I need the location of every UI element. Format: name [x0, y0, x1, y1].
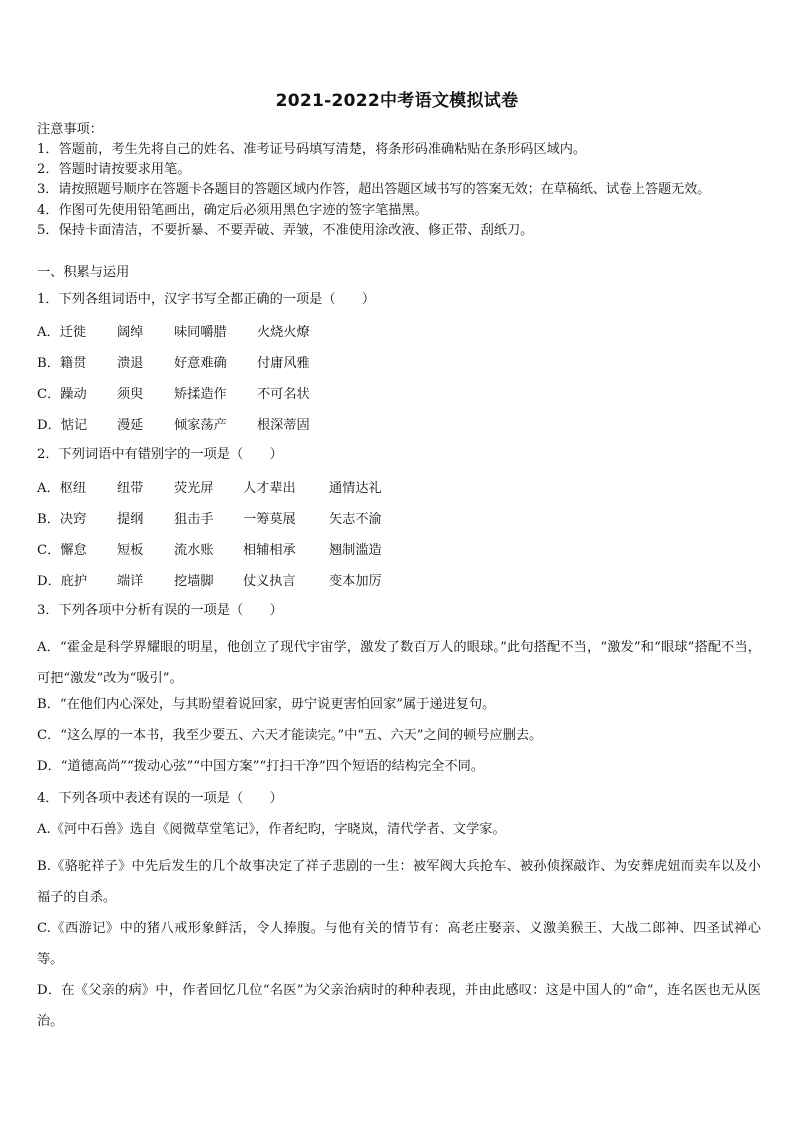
option-word: 荧光屏: [174, 481, 214, 496]
option-word: C．懈怠: [37, 543, 87, 558]
option-word: C．躁动: [37, 387, 87, 402]
option-word: 通情达礼: [329, 481, 382, 496]
option-word: A．枢纽: [37, 481, 87, 496]
option-word: 端详: [117, 574, 144, 589]
question-3-option-d: D．“道德高尚”“拨动心弦”“中国方案”“打扫干净”四个短语的结构完全不同。: [37, 759, 484, 774]
option-word: 提纲: [117, 512, 144, 527]
notice-heading: 注意事项：: [37, 122, 103, 137]
question-3-stem: 3．下列各项中分析有误的一项是（ ）: [37, 603, 283, 618]
option-word: B．决窍: [37, 512, 87, 527]
option-word: 矢志不渝: [329, 512, 382, 527]
option-word: 须臾: [117, 387, 144, 402]
option-word: 人才辈出: [243, 481, 296, 496]
question-3-option-b: B．“在他们内心深处，与其盼望着说回家，毋宁说更害怕回家”属于递进复句。: [37, 697, 496, 712]
option-word: 火烧火燎: [257, 325, 310, 340]
option-word: D．庇护: [37, 574, 88, 589]
option-word: 阔绰: [117, 325, 144, 340]
option-word: 相辅相承: [243, 543, 296, 558]
option-word: 挖墙脚: [174, 574, 214, 589]
option-word: 溃退: [117, 356, 144, 371]
question-4-option-b: B.《骆驼祥子》中先后发生的几个故事决定了祥子悲剧的一生：被军阀大兵抢车、被孙侦探敲诈、为安葬虎妞而卖车以及小福子的自杀。: [37, 859, 761, 905]
question-4-stem: 4．下列各项中表述有误的一项是（ ）: [37, 791, 283, 806]
option-word: 仗义执言: [243, 574, 296, 589]
option-word: D．惦记: [37, 418, 88, 433]
notice-item-1: 1．答题前，考生先将自己的姓名、准考证号码填写清楚，将条形码准确粘贴在条形码区域内。: [37, 142, 587, 157]
notice-item-3: 3．请按照题号顺序在答题卡各题目的答题区域内作答，超出答题区域书写的答案无效；在草稿纸、试卷上答题无效。: [37, 182, 711, 197]
notice-item-2: 2．答题时请按要求用笔。: [37, 162, 191, 177]
question-4-option-a: A.《河中石兽》选自《阅微草堂笔记》，作者纪昀，字晓岚，清代学者、文学家。: [37, 822, 506, 837]
option-word: 纽带: [117, 481, 144, 496]
option-word: 流水账: [174, 543, 214, 558]
option-word: 翘制滥造: [329, 543, 382, 558]
option-word: 矫揉造作: [174, 387, 227, 402]
option-word: 味同嚼腊: [174, 325, 227, 340]
exam-title: 2021-2022中考语文模拟试卷: [275, 91, 519, 111]
option-word: 好意难确: [174, 356, 227, 371]
question-3-option-a: A．“霍金是科学界耀眼的明星，他创立了现代宇宙学，激发了数百万人的眼球。”此句搭配不当，“激发”和“眼球”搭配不当，可把“激发”改为“吸引”。: [37, 640, 761, 686]
option-word: 变本加厉: [329, 574, 382, 589]
option-word: 根深蒂固: [257, 418, 310, 433]
option-word: 狙击手: [174, 512, 214, 527]
question-3-option-c: C．“这么厚的一本书，我至少要五、六天才能读完。”中“五、六天”之间的顿号应删去。: [37, 728, 543, 743]
option-word: 不可名状: [257, 387, 310, 402]
option-word: 一筹莫展: [243, 512, 296, 527]
option-word: 漫延: [117, 418, 144, 433]
option-word: 付庸风雅: [257, 356, 310, 371]
question-4-option-c: C.《西游记》中的猪八戒形象鲜活，令人捧腹。与他有关的情节有：高老庄娶亲、义激美猴王、大战二郎神、四圣试禅心等。: [37, 921, 761, 967]
notice-item-4: 4．作图可先使用铅笔画出，确定后必须用黑色字迹的签字笔描黑。: [37, 203, 428, 218]
option-word: B．籍贯: [37, 356, 87, 371]
notice-item-5: 5．保持卡面清洁，不要折暴、不要弄破、弄皱，不准使用涂改液、修正带、刮纸刀。: [37, 223, 534, 238]
question-1-stem: 1．下列各组词语中，汉字书写全都正确的一项是（ ）: [37, 292, 376, 307]
question-2-stem: 2．下列词语中有错别字的一项是（ ）: [37, 447, 283, 462]
option-word: 短板: [117, 543, 144, 558]
section-heading: 一、积累与运用: [37, 265, 130, 280]
option-word: 倾家荡产: [174, 418, 227, 433]
option-word: A．迁徙: [37, 325, 87, 340]
question-4-option-d: D．在《父亲的病》中，作者回忆几位“名医”为父亲治病时的种种表现，并由此感叹：这是中国人的“命”，连名医也无从医治。: [37, 983, 761, 1029]
